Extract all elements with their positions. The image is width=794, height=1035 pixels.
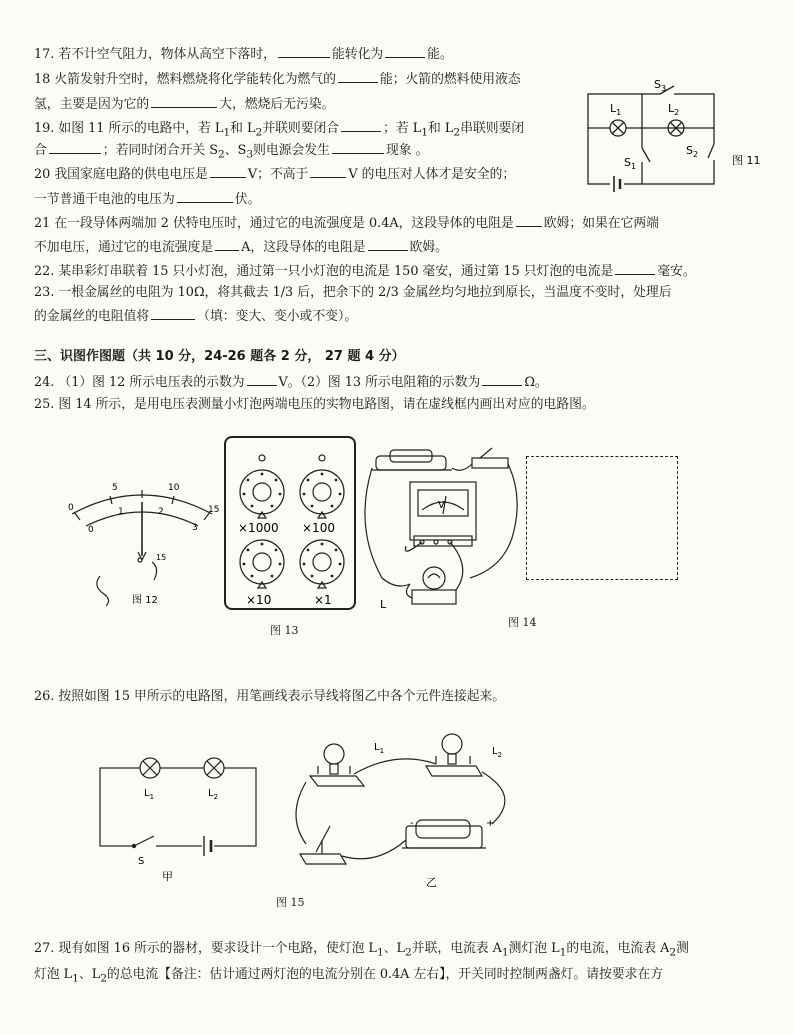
dial-label: ×10	[246, 593, 272, 607]
answer-blank[interactable]	[310, 164, 346, 178]
switch-lever-icon	[316, 826, 330, 852]
svg-text:L1: $L_1$	[144, 788, 155, 801]
answer-blank[interactable]	[151, 94, 217, 108]
answer-blank[interactable]	[615, 261, 655, 275]
circuit-frame	[588, 94, 714, 184]
svg-text:V: V	[438, 500, 445, 511]
question-20-line1: 20 我国家庭电路的供电电压是 V；不高于 V 的电压对人体才是安全的；	[34, 164, 515, 184]
question-24: 24. （1）图 12 所示电压表的示数为 V。（2）图 13 所示电阻箱的示数为 Ω。	[34, 372, 548, 392]
figure-15-caption: 图 15	[276, 896, 305, 909]
question-18-line1: 18 火箭发射升空时，燃料燃烧将化学能转化为燃气的 能；火箭的燃料使用液态	[34, 69, 521, 89]
dial-icon	[240, 540, 284, 584]
lamp-bulb-l2-icon	[442, 734, 462, 754]
terminal-icon	[319, 455, 325, 461]
svg-text:1: 1	[118, 507, 124, 517]
answer-blank[interactable]	[215, 237, 239, 251]
svg-text:5: 5	[112, 483, 118, 493]
circuit-frame	[100, 768, 256, 846]
lamp-base-l2-icon	[426, 766, 482, 776]
svg-text:L1: $L_1$	[374, 742, 385, 755]
figure-15-jia-circuit	[94, 752, 264, 883]
svg-text:S1: $S_1$	[624, 156, 637, 171]
section-3-heading: 三、识图作图题（共 10 分，24-26 题各 2 分， 27 题 4 分）	[34, 349, 405, 364]
dial-icon	[300, 470, 344, 514]
lamp-bulb-icon	[423, 567, 445, 589]
answer-blank[interactable]	[341, 118, 381, 132]
figure-14-physical-circuit	[362, 438, 532, 618]
svg-text:+: +	[486, 818, 495, 829]
question-21-line1: 21 在一段导体两端加 2 伏特电压时，通过它的电流强度是 0.4A，这段导体的电阻是 欧姆；如果在它两端	[34, 213, 659, 233]
svg-text:10: 10	[168, 483, 180, 493]
answer-blank[interactable]	[177, 189, 233, 203]
question-18-line2: 氢，主要是因为它的 大，燃烧后无污染。	[34, 94, 334, 114]
switch-icon	[472, 458, 508, 468]
question-19-line2: 合 ；若同时闭合开关 $S_2$、$S_3$则电源会发生 现象 。	[34, 140, 428, 164]
figure-11-caption: 图 11	[732, 154, 761, 167]
question-23-line2: 的金属丝的电阻值将 （填：变大、变小或不变）。	[34, 306, 357, 326]
dial-label: ×100	[302, 521, 335, 535]
dial-label: ×1	[314, 593, 332, 607]
question-27-line2: 灯泡 $L_1$、$L_2$的总电流【备注：估计通过两灯泡的电流分别在 0.4A 左右】，开关同时控制两盏灯。请按要求在方	[34, 967, 664, 985]
answer-blank[interactable]	[49, 140, 101, 154]
answer-blank[interactable]	[332, 140, 384, 154]
svg-text:-: -	[410, 818, 414, 829]
question-17: 17. 若不计空气阻力，物体从高空下落时， 能转化为 能。	[34, 44, 453, 64]
dial-icon	[240, 470, 284, 514]
question-27-line1: 27. 现有如图 16 所示的器材，要求设计一个电路，使灯泡 $L_1$、$L_2$并联，电流表 $A_1$测灯泡 $L_1$的电流，电流表 $A_2$测	[34, 941, 689, 959]
answer-drawing-box[interactable]	[526, 456, 678, 580]
svg-text:L1: $L_1$	[610, 102, 622, 117]
figure-12-caption: 图 12	[132, 595, 158, 606]
svg-text:15: 15	[208, 505, 220, 515]
lamp-bulb-l1-icon	[324, 744, 344, 764]
svg-text:0: 0	[88, 525, 94, 535]
answer-blank[interactable]	[385, 44, 425, 58]
figure-13-caption: 图 13	[270, 624, 299, 637]
svg-text:S3: $S_3$	[654, 78, 667, 93]
terminal-icon	[259, 455, 265, 461]
svg-text:L2: $L_2$	[208, 788, 219, 801]
question-26: 26. 按照如图 15 甲所示的电路图，用笔画线表示导线将图乙中各个元件连接起来。	[34, 689, 506, 704]
lamp-base-l1-icon	[310, 776, 364, 786]
dial-icon	[300, 540, 344, 584]
svg-text:15: 15	[156, 553, 167, 562]
lamp-label: L	[380, 598, 387, 611]
figure-15-jia-label: 甲	[162, 870, 173, 883]
question-25: 25. 图 14 所示，是用电压表测量小灯泡两端电压的实物电路图，请在虚线框内画出对应的电路图。	[34, 397, 595, 412]
answer-blank[interactable]	[151, 306, 195, 320]
figure-14-caption: 图 14	[508, 616, 537, 629]
svg-text:L2: $L_2$	[668, 102, 680, 117]
switch-label: S	[138, 856, 145, 867]
svg-text:3: 3	[192, 523, 198, 533]
svg-text:2: 2	[158, 507, 164, 517]
answer-blank[interactable]	[338, 69, 378, 83]
dial-label: ×1000	[238, 521, 279, 535]
question-21-line2: 不加电压，通过它的电流强度是 A，这段导体的电阻是 欧姆。	[34, 237, 448, 257]
svg-text:S2: $S_2$	[686, 144, 699, 159]
answer-blank[interactable]	[247, 372, 277, 386]
answer-blank[interactable]	[516, 213, 542, 227]
battery-holder-icon	[376, 456, 446, 470]
svg-text:L2: $L_2$	[492, 746, 503, 759]
question-19-line1: 19. 如图 11 所示的电路中，若 $L_1$和 $L_2$并联则要闭合 ；若 $L_1$和 $L_2$串联则要闭	[34, 118, 524, 142]
answer-blank[interactable]	[278, 44, 330, 58]
figure-15-yi-physical	[286, 716, 526, 889]
lamp-holder-icon	[412, 590, 456, 604]
figure-15-yi-label: 乙	[426, 876, 437, 889]
switch-base-icon	[300, 854, 346, 864]
answer-blank[interactable]	[210, 164, 246, 178]
battery-box-icon	[406, 826, 482, 848]
question-23-line1: 23. 一根金属丝的电阻为 10Ω，将其截去 1/3 后，把余下的 2/3 金属丝均匀地拉到原长，当温度不变时，处理后	[34, 285, 672, 300]
answer-blank[interactable]	[482, 372, 522, 386]
svg-text:0: 0	[68, 503, 74, 513]
figure-11-circuit	[580, 78, 770, 188]
answer-blank[interactable]	[368, 237, 408, 251]
figure-12-voltmeter	[60, 468, 225, 608]
question-20-line2: 一节普通干电池的电压为 伏。	[34, 189, 260, 209]
question-22: 22. 某串彩灯串联着 15 只小灯泡，通过第一只小灯泡的电流是 150 毫安，通过第 15 只灯泡的电流是 毫安。	[34, 261, 696, 281]
